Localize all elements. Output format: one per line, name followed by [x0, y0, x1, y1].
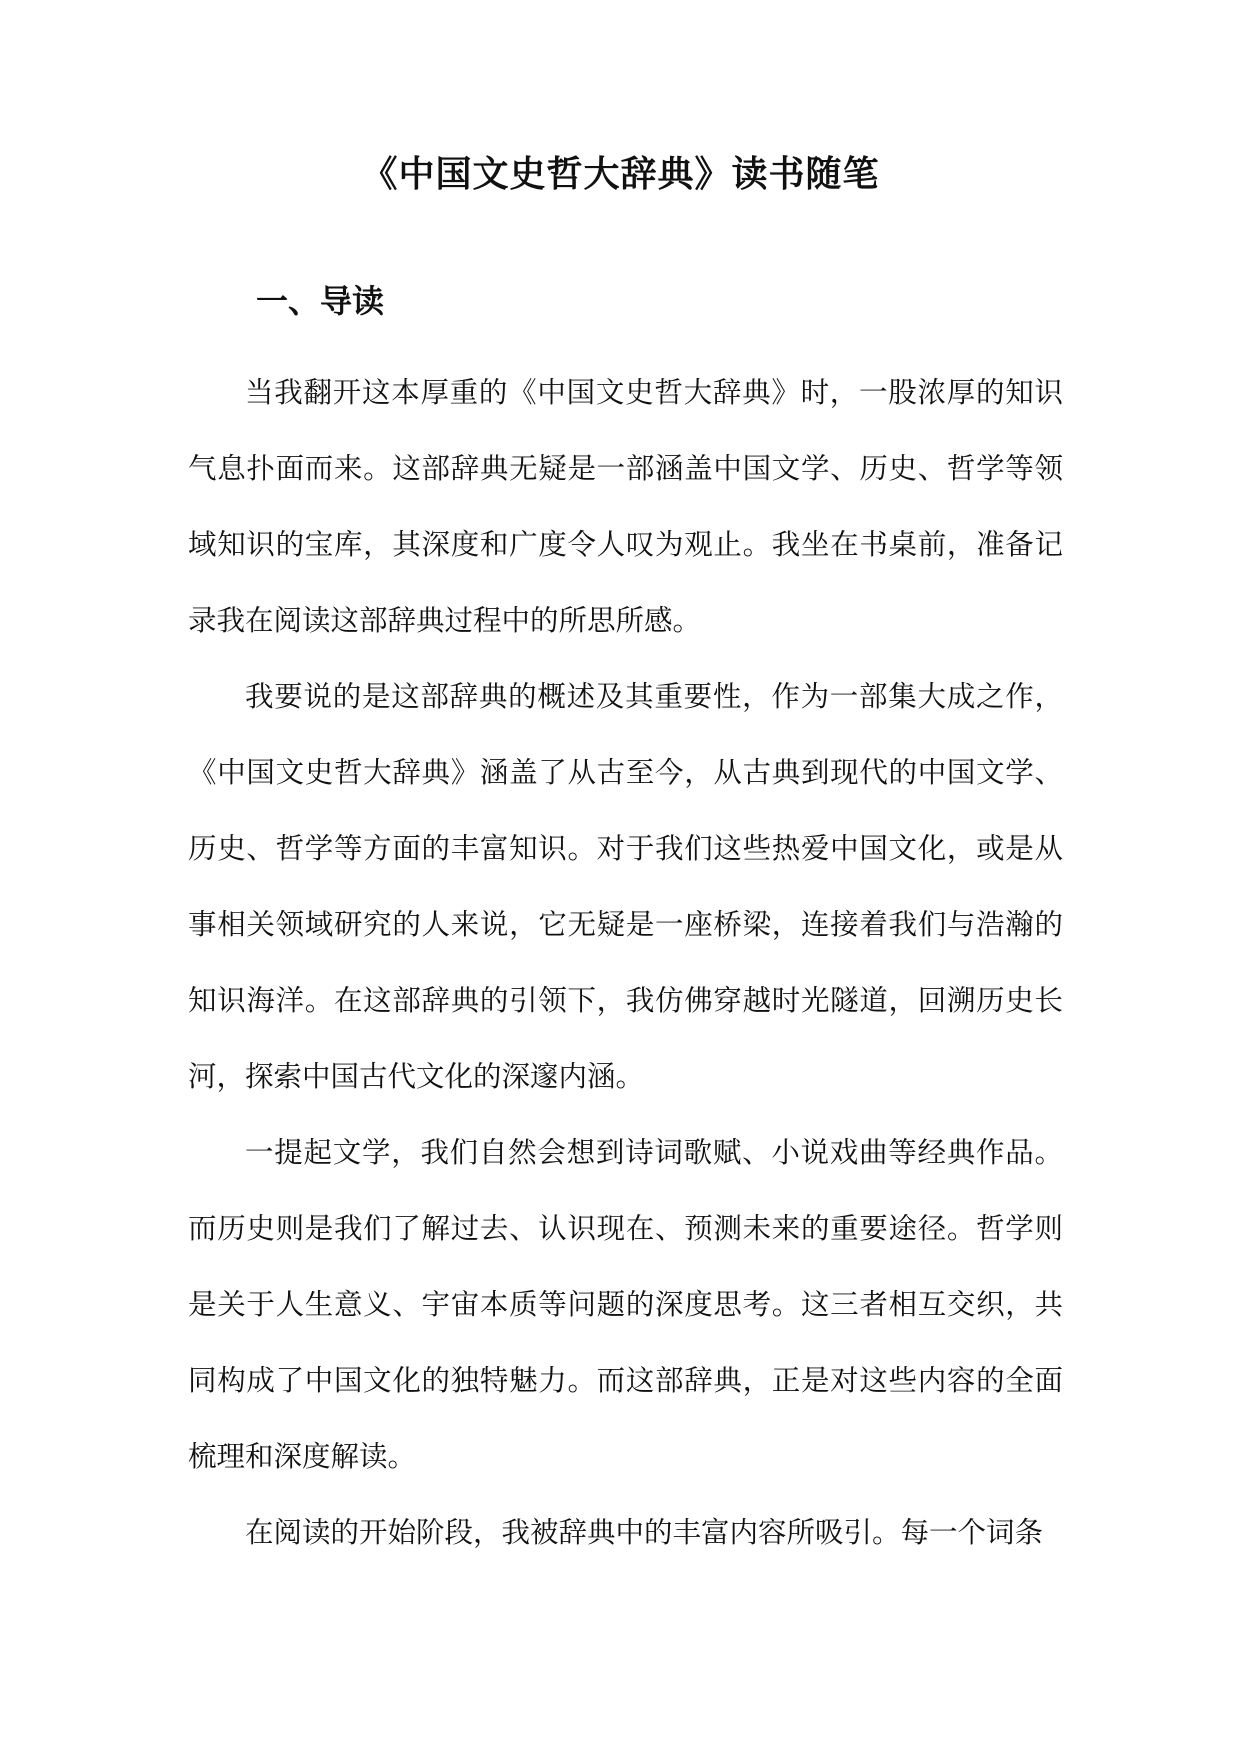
body-paragraph: 一提起文学，我们自然会想到诗词歌赋、小说戏曲等经典作品。而历史则是我们了解过去、认识现在、预测未来的重要途径。哲学则是关于人生意义、宇宙本质等问题的深度思考。这三者相互交织，共同构成了中国文化的独特魅力。而这部辞典，正是对这些内容的全面梳理和深度解读。 — [188, 1136, 1063, 1473]
body-paragraph: 在阅读的开始阶段，我被辞典中的丰富内容所吸引。每一个词条 — [245, 1516, 1044, 1549]
document-title: 《中国文史哲大辞典》读书随笔 — [361, 154, 880, 195]
section-heading: 一、导读 — [256, 282, 385, 320]
body-paragraph: 我要说的是这部辞典的概述及其重要性，作为一部集大成之作，《中国文史哲大辞典》涵盖了从古至今，从古典到现代的中国文学、历史、哲学等方面的丰富知识。对于我们这些热爱中国文化，或是从事相关领域研究的人来说，它无疑是一座桥梁，连接着我们与浩瀚的知识海洋。在这部辞典的引领下，我仿佛穿越时光隧道，回溯历史长河，探索中国古代文化的深邃内涵。 — [188, 680, 1063, 1093]
body-paragraph: 当我翻开这本厚重的《中国文史哲大辞典》时，一股浓厚的知识气息扑面而来。这部辞典无疑是一部涵盖中国文学、历史、哲学等领域知识的宝库，其深度和广度令人叹为观止。我坐在书桌前，准备记录我在阅读这部辞典过程中的所思所感。 — [188, 376, 1063, 637]
